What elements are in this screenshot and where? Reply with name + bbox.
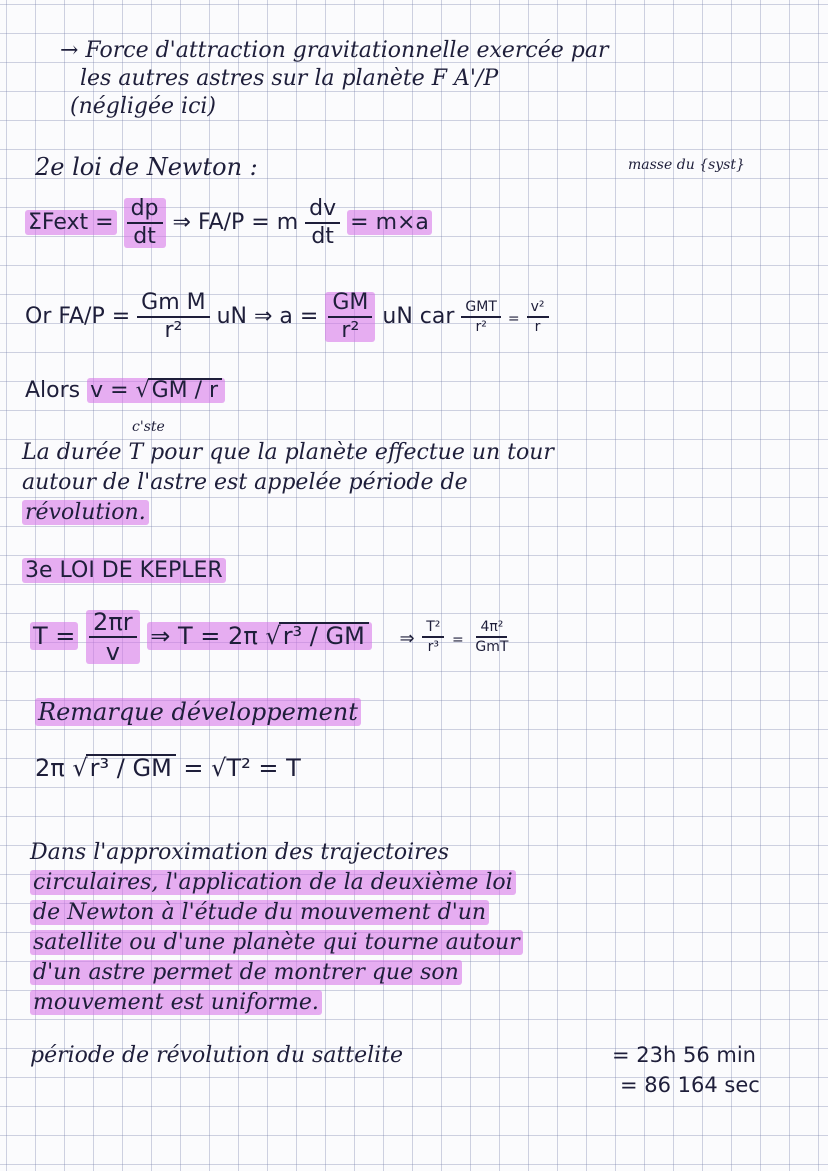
- periode-value-2: = 86 164 sec: [620, 1073, 760, 1097]
- equation-vitesse: Alors v = √GM / r: [25, 378, 225, 402]
- para2-line-5: d'un astre permet de montrer que son: [30, 962, 462, 984]
- periode-label: période de révolution du sattelite: [30, 1043, 404, 1068]
- equation-developpement: 2π √r³ / GM = √T² = T: [35, 754, 301, 782]
- para1-line-1: La durée T pour que la planète effectue un tour: [22, 440, 554, 465]
- note-line-2: les autres astres sur la planète F A'/P: [80, 66, 499, 91]
- periode-value-1: = 23h 56 min: [612, 1043, 756, 1067]
- cste-note: c'ste: [132, 419, 165, 435]
- note-line-3: (négligée ici): [70, 94, 217, 119]
- masse-note: masse du {syst}: [628, 157, 745, 173]
- equation-kepler: T = $\frac{2\pi r}{v}$ ⇒ T = 2π √r³ / GM ⇒ $\frac{\text{T²}}{\text{r³}}$ = $\frac{\text{4π²}}{\text{GmT}}$: [30, 610, 512, 664]
- para2-line-6: mouvement est uniforme.: [30, 992, 322, 1014]
- para1-line-2: autour de l'astre est appelée période de: [22, 470, 468, 495]
- remarque-title: Remarque développement: [35, 700, 361, 724]
- note-line-1: → Force d'attraction gravitationnelle exercée par: [60, 38, 609, 63]
- para2-line-4: satellite ou d'une planète qui tourne autour: [30, 932, 523, 954]
- equation-force: Or FA/P = $\frac{\text{Gm M}}{\text{r²}}$ uN ⇒ a = $\frac{GM}{\text{r²}}$ uN car $\frac{\text{GMT}}{\text{r²}}$ = $\frac{\text{v²}}{r}$: [25, 292, 549, 342]
- para2-line-1: Dans l'approximation des trajectoires: [30, 840, 450, 865]
- equation-newton: ΣFext = $\frac{dp}{dt}$ ⇒ FA/P = m $\frac{dv}{dt}$ = m×a: [25, 198, 432, 248]
- newton2-title: 2e loi de Newton :: [35, 153, 258, 181]
- para1-line-3: révolution.: [22, 502, 149, 524]
- para2-line-3: de Newton à l'étude du mouvement d'un: [30, 902, 489, 924]
- kepler-title: 3e LOI DE KEPLER: [22, 560, 226, 582]
- para2-line-2: circulaires, l'application de la deuxième loi: [30, 872, 516, 894]
